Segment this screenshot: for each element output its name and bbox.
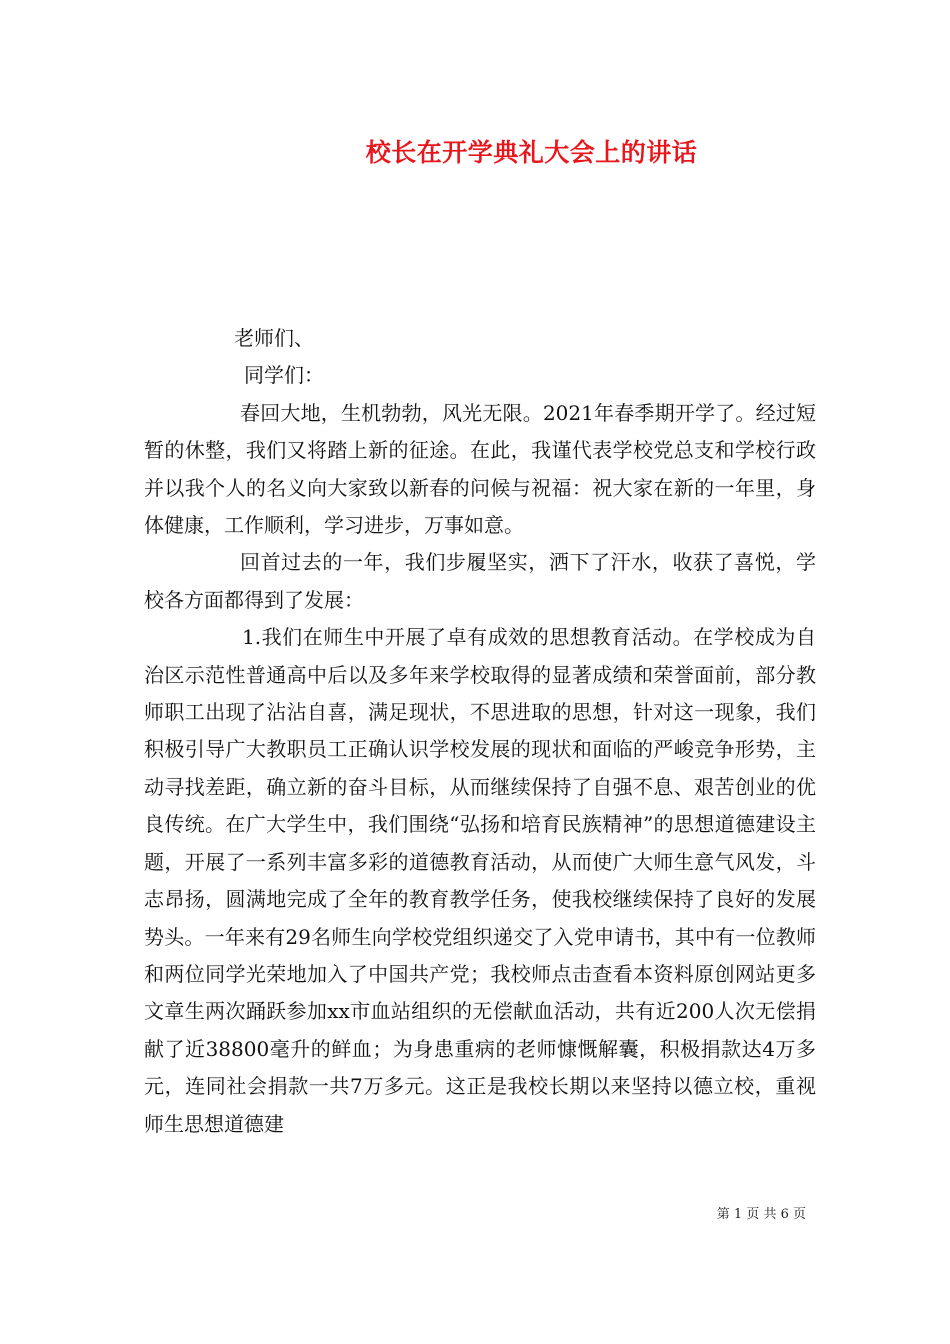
page-indicator: 第 1 页 共 6 页: [716, 1207, 806, 1222]
document-title: 校长在开学典礼大会上的讲话: [365, 138, 698, 167]
paragraph-review: 回首过去的一年，我们步履坚实，洒下了汗水，收获了喜悦，学校各方面都得到了发展：: [144, 550, 816, 612]
salutation-students: 同学们：: [244, 363, 324, 388]
salutation-teachers: 老师们、: [234, 326, 314, 350]
document-body: [144, 320, 816, 1143]
paragraph-item-1: 1.我们在师生中开展了卓有成效的思想教育活动。在学校成为自治区示范性普通高中后以及多年来学校取得的显著成绩和荣誉面前，部分教师职工出现了沾沾自喜，满足现状，不思进取的思想，针对这一现象，我们积极引导广大教职员工正确认识学校发展的现状和面临的严峻竞争形势，主动寻找差距，确立新的奋斗目标，从而继续保持了自强不息、艰苦创业的优良传统。在广大学生中，我们围绕“弘扬和培育民族精神”的思想道德建设主题，开展了一系列丰富多彩的道德教育活动，从而使广大师生意气风发，斗志昂扬，圆满地完成了全年的教育教学任务，使我校继续保持了良好的发展势头。一年来有29名师生向学校党组织递交了入党申请书，其中有一位教师和两位同学光荣地加入了中国共产党；我校师点击查看本资料原创网站更多文章生两次踊跃参加xx市血站组织的无偿献血活动，共有近200人次无偿捐献了近38800毫升的鲜血；为身患重病的老师慷慨解囊，积极捐款达4万多元，连同社会捐款一共7万多元。这正是我校长期以来坚持以德立校，重视师生思想道德建: [144, 625, 816, 1136]
paragraph-greeting: 春回大地，生机勃勃，风光无限。2021年春季期开学了。经过短暂的休整，我们又将踏上新的征途。在此，我谨代表学校党总支和学校行政并以我个人的名义向大家致以新春的问候与祝福：祝大家在新的一年里，身体健康，工作顺利，学习进步，万事如意。: [144, 400, 816, 538]
